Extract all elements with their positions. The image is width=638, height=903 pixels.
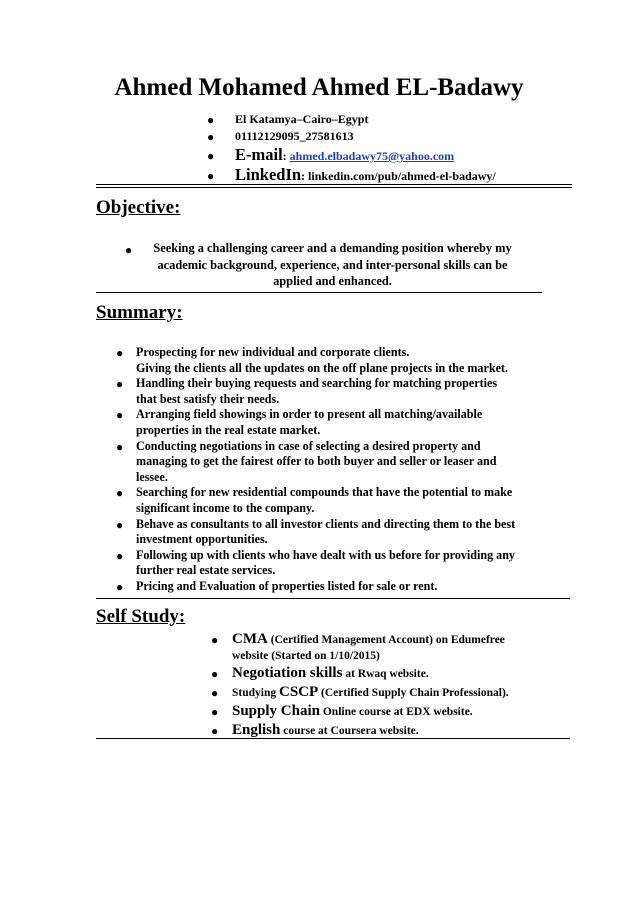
summary-item: ● Searching for new residential compounds that have the potential to make significant income to the company. [116, 485, 513, 515]
bullet-icon: ● [116, 439, 124, 454]
study-item: ● English course at Coursera website. [211, 722, 419, 738]
bullet-icon: ● [207, 130, 215, 144]
summary-item: ● Arranging field showings in order to present all matching/available properties in the real estate market. [116, 407, 483, 437]
study-item: ● Supply Chain Online course at EDX website. [211, 703, 473, 719]
candidate-name: Ahmed Mohamed Ahmed EL-Badawy [114, 74, 524, 101]
contact-address: ● El Katamya–Cairo–Egypt [207, 112, 369, 127]
bullet-icon: ● [116, 517, 124, 532]
study-item: ● CMA (Certified Management Account) on Edumefree website (Started on 1/10/2015) [211, 631, 505, 662]
email-label: E-mail [235, 145, 283, 164]
email-link[interactable]: ahmed.elbadawy75@yahoo.com [289, 149, 455, 163]
bullet-icon: ● [211, 686, 219, 700]
linkedin-label: LinkedIn [235, 165, 302, 184]
bullet-icon: ● [211, 667, 219, 681]
objective-heading: Objective: [96, 197, 181, 218]
bullet-icon: ● [207, 113, 215, 127]
objective-text: Seeking a challenging career and a demanding position whereby my academic background, experience, and inter-personal skills can be applied and enhanced. [153, 241, 512, 288]
summary-item: ● Pricing and Evaluation of properties listed for sale or rent. [116, 578, 438, 594]
bullet-icon: ● [211, 633, 219, 647]
divider [96, 184, 572, 185]
bullet-icon: ● [116, 548, 124, 563]
self-study-heading: Self Study: [96, 606, 186, 627]
contact-phones: ● 01112129095_27581613 [207, 129, 354, 144]
study-item: ● Studying CSCP (Certified Supply Chain Professional). [211, 684, 509, 700]
bullet-icon: ● [211, 705, 219, 719]
summary-item: ● Prospecting for new individual and corporate clients. Giving the clients all the updates on the off plane projects in the market. [116, 345, 508, 375]
bullet-icon: ● [125, 243, 133, 257]
study-item: ● Negotiation skills at Rwaq website. [211, 665, 429, 681]
divider [96, 738, 570, 739]
bullet-icon: ● [116, 579, 124, 594]
bullet-icon: ● [116, 377, 124, 392]
bullet-icon: ● [116, 486, 124, 501]
bullet-icon: ● [211, 724, 219, 738]
divider [96, 187, 572, 188]
divider [96, 598, 570, 599]
linkedin-url: linkedin.com/pub/ahmed-el-badawy/ [308, 169, 496, 183]
summary-item: ● Following up with clients who have dealt with us before for providing any further real estate services. [116, 547, 515, 578]
summary-list [114, 345, 574, 595]
summary-item: ● Conducting negotiations in case of selecting a desired property and managing to get the fairest offer to both buyer and seller or leaser and lessee. [116, 438, 497, 484]
contact-linkedin: ● LinkedIn: linkedin.com/pub/ahmed-el-badawy/ [207, 165, 496, 184]
summary-item: ● Handling their buying requests and searching for matching properties that best satisfy their needs. [116, 376, 498, 406]
contact-list [207, 111, 496, 185]
bullet-icon: ● [116, 408, 124, 423]
bullet-icon: ● [207, 149, 215, 163]
self-study-list [211, 630, 571, 740]
bullet-icon: ● [116, 346, 124, 360]
summary-item: ● Behave as consultants to all investor clients and directing them to the best investment opportunities. [116, 516, 516, 547]
contact-email: ● E-mail: ahmed.elbadawy75@yahoo.com [207, 145, 455, 164]
divider [96, 292, 542, 293]
bullet-icon: ● [207, 169, 215, 183]
summary-heading: Summary: [96, 302, 183, 323]
